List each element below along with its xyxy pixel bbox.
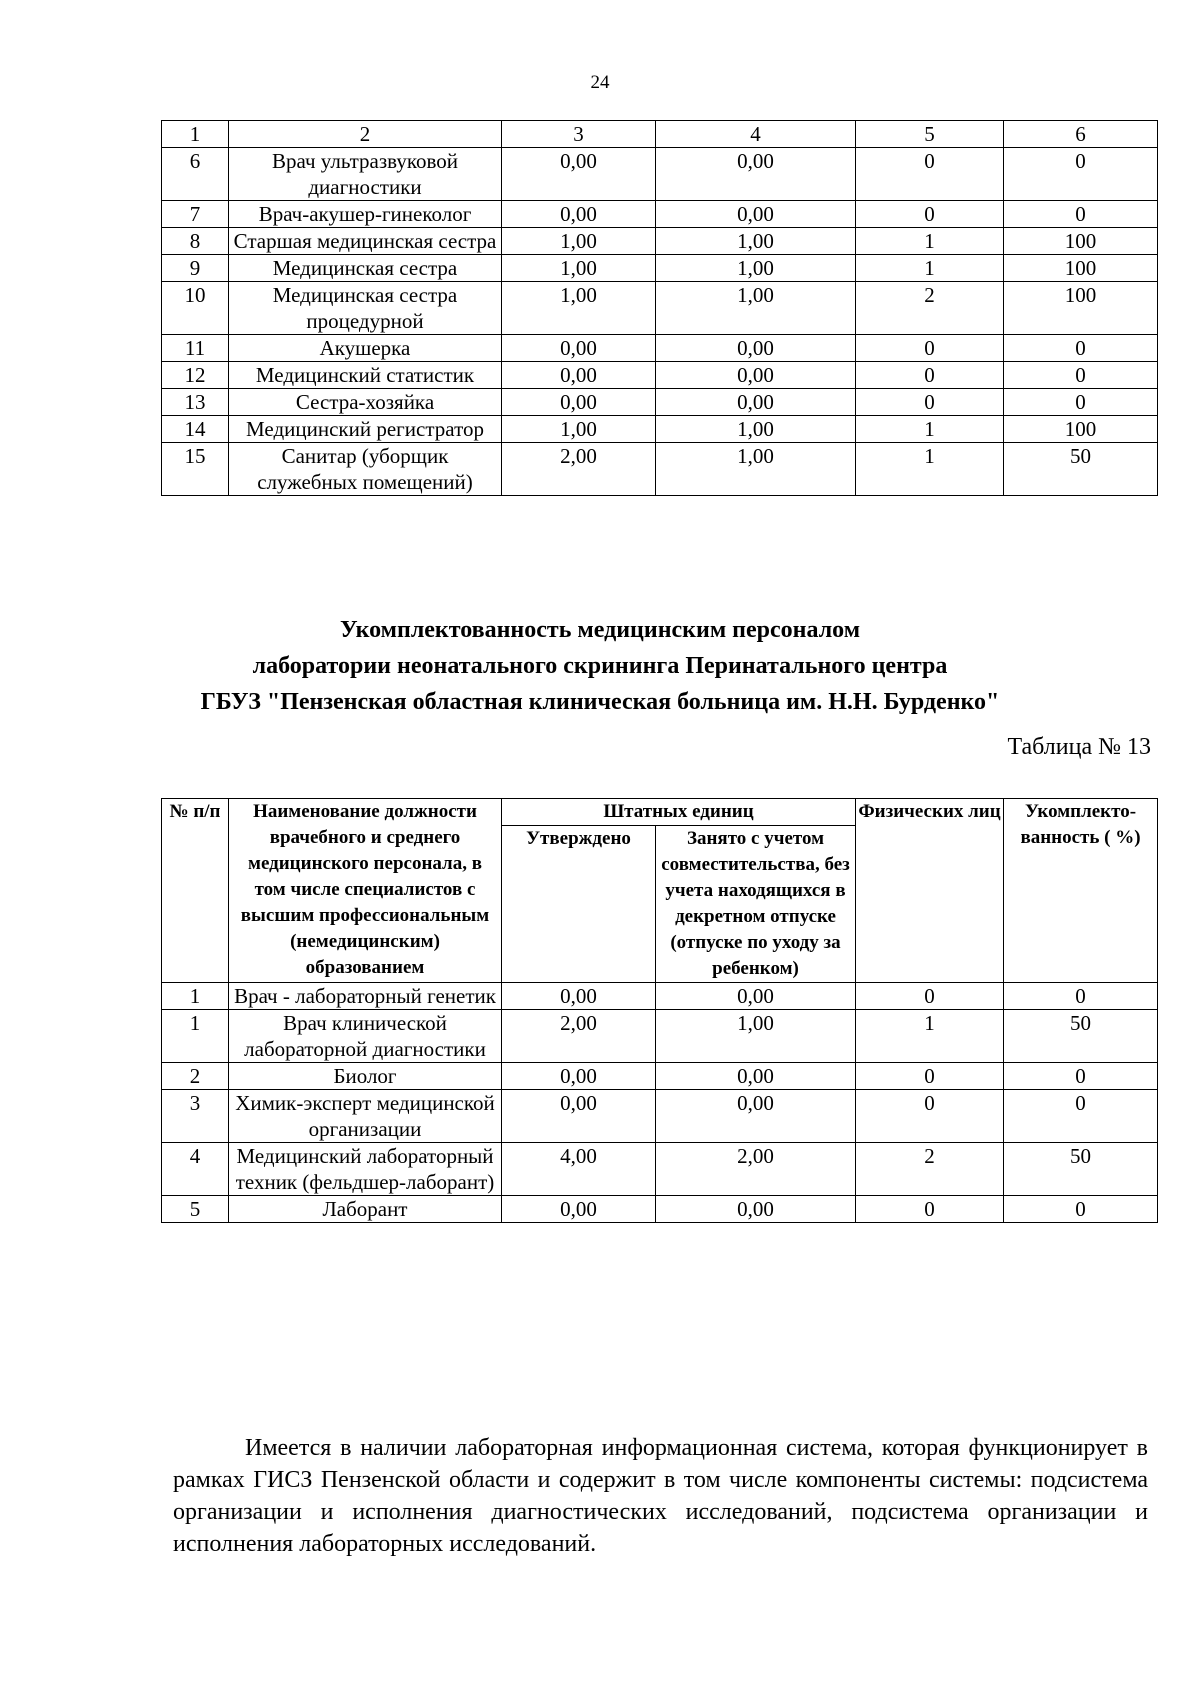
cell-approved: 0,00 <box>502 1063 656 1090</box>
section-title-line: Укомплектованность медицинским персоналом <box>339 617 861 643</box>
cell-num: 9 <box>162 255 229 282</box>
cell-occupied: 0,00 <box>656 1196 856 1223</box>
cell-num: 15 <box>162 443 229 496</box>
cell-percent: 0 <box>1004 201 1158 228</box>
cell-num: 1 <box>162 983 229 1010</box>
cell-occupied: 0,00 <box>656 335 856 362</box>
cell-occupied: 1,00 <box>656 255 856 282</box>
cell-persons: 2 <box>856 1143 1004 1196</box>
cell-occupied: 1,00 <box>656 282 856 335</box>
cell-num: 7 <box>162 201 229 228</box>
cell-approved: 0,00 <box>502 389 656 416</box>
cell-name: Медицинский статистик <box>229 362 502 389</box>
cell-percent: 100 <box>1004 416 1158 443</box>
cell-name: Биолог <box>229 1063 502 1090</box>
cell-occupied: 0,00 <box>656 201 856 228</box>
cell-percent: 100 <box>1004 228 1158 255</box>
cell-num: 5 <box>162 1196 229 1223</box>
lab-staffing-table <box>161 798 1158 1223</box>
header-num: № п/п <box>162 799 229 983</box>
cell-persons: 0 <box>856 983 1004 1010</box>
cell-name: Медицинский лабораторный техник (фельдшер-лаборант) <box>229 1143 502 1196</box>
header-staff-units: Штатных единиц <box>502 799 856 826</box>
cell-percent: 50 <box>1004 1010 1158 1063</box>
cell-name: Медицинский регистратор <box>229 416 502 443</box>
column-number: 4 <box>656 121 856 148</box>
table-row <box>162 1090 1158 1143</box>
cell-occupied: 0,00 <box>656 1063 856 1090</box>
cell-persons: 0 <box>856 389 1004 416</box>
cell-percent: 100 <box>1004 255 1158 282</box>
cell-persons: 0 <box>856 201 1004 228</box>
cell-approved: 0,00 <box>502 148 656 201</box>
cell-approved: 0,00 <box>502 1196 656 1223</box>
section-title <box>0 612 1200 720</box>
table-row <box>162 282 1158 335</box>
cell-approved: 4,00 <box>502 1143 656 1196</box>
cell-approved: 0,00 <box>502 362 656 389</box>
cell-approved: 2,00 <box>502 1010 656 1063</box>
cell-name: Врач клинической лабораторной диагностики <box>229 1010 502 1063</box>
cell-approved: 1,00 <box>502 255 656 282</box>
cell-num: 6 <box>162 148 229 201</box>
cell-percent: 0 <box>1004 148 1158 201</box>
section-title-line: ГБУЗ "Пензенская областная клиническая больница им. Н.Н. Бурденко" <box>200 689 1000 715</box>
cell-persons: 0 <box>856 1090 1004 1143</box>
column-number: 6 <box>1004 121 1158 148</box>
staffing-table-continued <box>161 120 1158 496</box>
cell-name: Акушерка <box>229 335 502 362</box>
cell-name: Химик-эксперт медицинской организации <box>229 1090 502 1143</box>
table-header-row <box>162 799 1158 826</box>
cell-approved: 1,00 <box>502 282 656 335</box>
table-row <box>162 148 1158 201</box>
body-paragraph: Имеется в наличии лабораторная информационная система, которая функционирует в рамках ГИСЗ Пензенской области и содержит в том числе компоненты системы: подсистема организации и исполнения диагностических исследований, подсистема организации и исполнения лабораторных исследований. <box>173 1435 1148 1557</box>
table-caption: Таблица № 13 <box>1007 734 1151 760</box>
table-row <box>162 389 1158 416</box>
cell-percent: 100 <box>1004 282 1158 335</box>
cell-num: 3 <box>162 1090 229 1143</box>
cell-name: Врач-акушер-гинеколог <box>229 201 502 228</box>
cell-occupied: 1,00 <box>656 443 856 496</box>
cell-approved: 1,00 <box>502 228 656 255</box>
cell-approved: 0,00 <box>502 201 656 228</box>
header-approved: Утверждено <box>502 826 656 983</box>
cell-occupied: 0,00 <box>656 389 856 416</box>
cell-name: Медицинская сестра <box>229 255 502 282</box>
cell-name: Старшая медицинская сестра <box>229 228 502 255</box>
cell-num: 12 <box>162 362 229 389</box>
header-position-name: Наименование должности врачебного и среднего медицинского персонала, в том числе специалистов с высшим профессиональным (немедицинским) образованием <box>229 799 502 983</box>
cell-num: 8 <box>162 228 229 255</box>
table-row <box>162 416 1158 443</box>
cell-num: 13 <box>162 389 229 416</box>
column-number: 5 <box>856 121 1004 148</box>
cell-num: 2 <box>162 1063 229 1090</box>
cell-percent: 0 <box>1004 983 1158 1010</box>
cell-persons: 2 <box>856 282 1004 335</box>
cell-name: Врач ультразвуковой диагностики <box>229 148 502 201</box>
cell-percent: 50 <box>1004 443 1158 496</box>
cell-percent: 0 <box>1004 335 1158 362</box>
cell-num: 11 <box>162 335 229 362</box>
cell-occupied: 1,00 <box>656 1010 856 1063</box>
cell-approved: 0,00 <box>502 983 656 1010</box>
cell-num: 4 <box>162 1143 229 1196</box>
cell-percent: 0 <box>1004 1090 1158 1143</box>
cell-occupied: 0,00 <box>656 983 856 1010</box>
table-row <box>162 201 1158 228</box>
column-number: 2 <box>229 121 502 148</box>
cell-num: 10 <box>162 282 229 335</box>
column-number: 3 <box>502 121 656 148</box>
cell-percent: 0 <box>1004 389 1158 416</box>
cell-persons: 1 <box>856 255 1004 282</box>
cell-num: 14 <box>162 416 229 443</box>
table-row <box>162 1063 1158 1090</box>
cell-name: Врач - лабораторный генетик <box>229 983 502 1010</box>
cell-name: Сестра-хозяйка <box>229 389 502 416</box>
table-row <box>162 443 1158 496</box>
cell-percent: 0 <box>1004 1196 1158 1223</box>
cell-approved: 1,00 <box>502 416 656 443</box>
cell-persons: 0 <box>856 335 1004 362</box>
cell-occupied: 0,00 <box>656 1090 856 1143</box>
cell-occupied: 1,00 <box>656 416 856 443</box>
cell-num: 1 <box>162 1010 229 1063</box>
table-row <box>162 228 1158 255</box>
cell-occupied: 2,00 <box>656 1143 856 1196</box>
cell-percent: 0 <box>1004 1063 1158 1090</box>
cell-persons: 0 <box>856 1063 1004 1090</box>
section-title-line: лаборатории неонатального скрининга Перинатального центра <box>252 653 948 679</box>
cell-occupied: 0,00 <box>656 148 856 201</box>
header-occupied: Занято с учетом совместительства, без учета находящихся в декретном отпуске (отпуске по уходу за ребенком) <box>656 826 856 983</box>
table-row <box>162 335 1158 362</box>
header-persons: Физических лиц <box>856 799 1004 983</box>
cell-persons: 0 <box>856 1196 1004 1223</box>
cell-persons: 0 <box>856 148 1004 201</box>
cell-approved: 2,00 <box>502 443 656 496</box>
table-row <box>162 983 1158 1010</box>
cell-persons: 1 <box>856 1010 1004 1063</box>
cell-occupied: 0,00 <box>656 362 856 389</box>
table-row <box>162 362 1158 389</box>
page-number: 24 <box>590 72 610 93</box>
column-number-row <box>162 121 1158 148</box>
cell-persons: 1 <box>856 228 1004 255</box>
cell-name: Санитар (уборщик служебных помещений) <box>229 443 502 496</box>
cell-approved: 0,00 <box>502 335 656 362</box>
header-staffing-percent: Укомплекто-ванность ( %) <box>1004 799 1158 983</box>
cell-percent: 50 <box>1004 1143 1158 1196</box>
cell-occupied: 1,00 <box>656 228 856 255</box>
cell-name: Медицинская сестра процедурной <box>229 282 502 335</box>
cell-persons: 1 <box>856 416 1004 443</box>
table-row <box>162 1196 1158 1223</box>
cell-approved: 0,00 <box>502 1090 656 1143</box>
column-number: 1 <box>162 121 229 148</box>
cell-persons: 0 <box>856 362 1004 389</box>
table-row <box>162 255 1158 282</box>
cell-percent: 0 <box>1004 362 1158 389</box>
cell-persons: 1 <box>856 443 1004 496</box>
table-row <box>162 1010 1158 1063</box>
cell-name: Лаборант <box>229 1196 502 1223</box>
table-row <box>162 1143 1158 1196</box>
